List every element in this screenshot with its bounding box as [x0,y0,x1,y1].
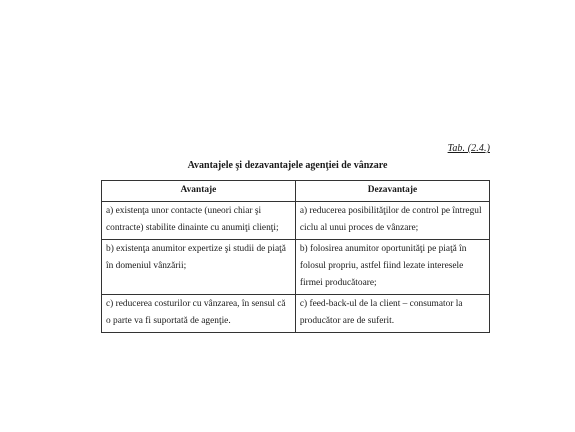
table-reference: Tab. (2.4.) [447,143,490,154]
table-cell-disadvantage: c) feed-back-ul de la client – consumator la producător are de suferit. [295,295,489,333]
table-cell-advantage: b) existenţa anumitor expertize şi studii de piaţă în domeniul vânzării; [102,240,296,295]
table-title: Avantajele şi dezavantajele agenţiei de vânzare [187,160,388,171]
table-cell-advantage: a) existenţa unor contacte (uneori chiar şi contracte) stabilite dinainte cu anumiţi clienţi; [102,202,296,240]
table-cell-advantage: c) reducerea costurilor cu vânzarea, în sensul că o parte va fi suportată de agenţie. [102,295,296,333]
column-header-dezavantaje: Dezavantaje [295,181,489,202]
comparison-table [101,180,490,333]
column-header-avantaje: Avantaje [102,181,296,202]
table-row [102,202,490,240]
table-row [102,240,490,295]
table-header-row [102,181,490,202]
table-cell-disadvantage: a) reducerea posibilităţilor de control pe întregul ciclu al unui proces de vânzare; [295,202,489,240]
table-row [102,295,490,333]
table-cell-disadvantage: b) folosirea anumitor oportunităţi pe piaţă în folosul propriu, astfel fiind lezate interesele firmei producătoare; [295,240,489,295]
